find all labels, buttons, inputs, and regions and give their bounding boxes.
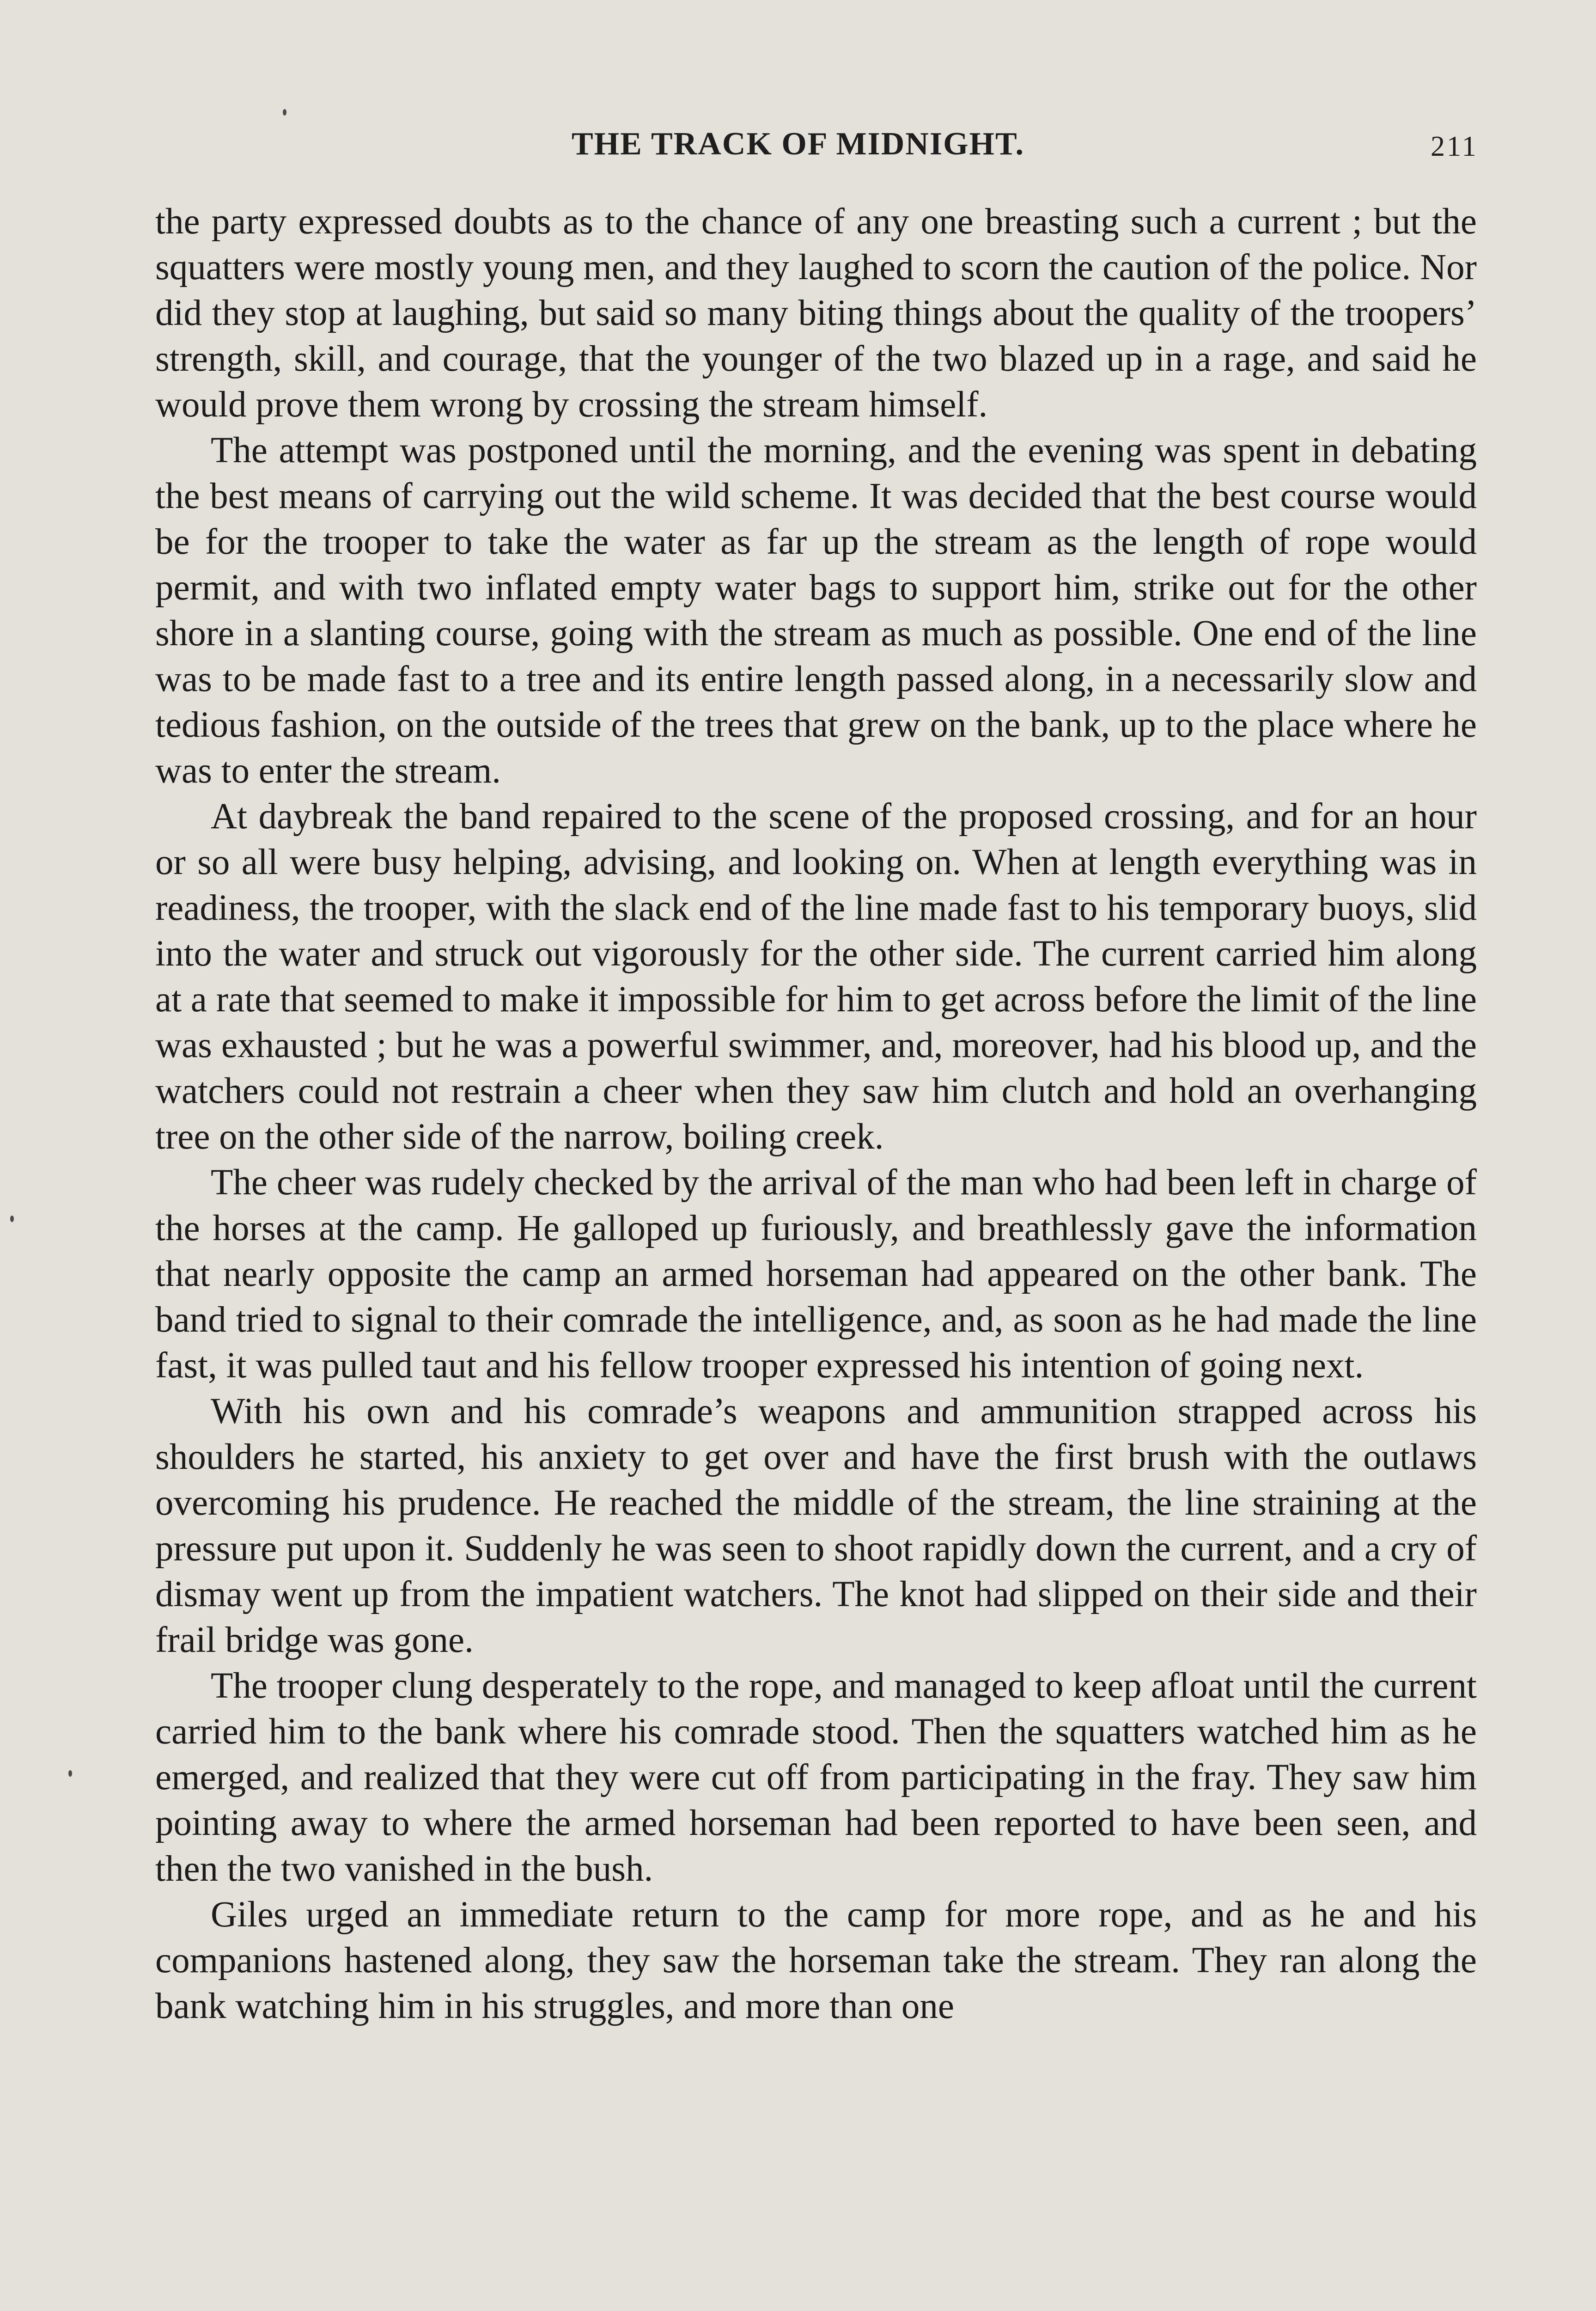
paper-speck bbox=[283, 109, 286, 116]
body-text bbox=[155, 199, 1477, 2029]
page-number: 211 bbox=[1431, 131, 1478, 162]
paragraph-2: The attempt was postponed until the morning, and the evening was spent in debating the best means of carrying out the wild scheme. It was decided that the best course would be for the trooper to take the water as far up the stream as the length of rope would permit, and with two inflated empty water bags to support him, strike out for the other shore in a slanting course, going with the stream as much as possible. One end of the line was to be made fast to a tree and its entire length passed along, in a necessarily slow and tedious fashion, on the outside of the trees that grew on the bank, up to the place where he was to enter the stream. bbox=[155, 430, 1477, 791]
paragraph-3: At daybreak the band repaired to the scene of the proposed crossing, and for an hour or so all were busy helping, advising, and looking on. When at length everything was in readiness, the trooper, with the slack end of the line made fast to his temporary buoys, slid into the water and struck out vigorously for the other side. The current carried him along at a rate that seemed to make it impossible for him to get across before the limit of the line was exhausted ; but he was a powerful swimmer, and, moreover, had his blood up, and the watchers could not restrain a cheer when they saw him clutch and hold an overhanging tree on the other side of the narrow, boiling creek. bbox=[155, 796, 1477, 1157]
paragraph-1: the party expressed doubts as to the chance of any one breasting such a current ; but the squatters were mostly young men, and they laughed to scorn the caution of the police. Nor did they stop at laughing, but said so many biting things about the quality of the troopers’ strength, skill, and courage, that the younger of the two blazed up in a rage, and said he would prove them wrong by crossing the stream himself. bbox=[155, 202, 1477, 425]
paragraph-5: With his own and his comrade’s weapons and ammunition strapped across his shoulders he started, his anxiety to get over and have the first brush with the outlaws overcoming his prudence. He reached the middle of the stream, the line straining at the pressure put upon it. Suddenly he was seen to shoot rapidly down the current, and a cry of dismay went up from the impatient watchers. The knot had slipped on their side and their frail bridge was gone. bbox=[155, 1391, 1477, 1660]
paragraph-6: The trooper clung desperately to the rope, and managed to keep afloat until the current carried him to the bank where his comrade stood. Then the squatters watched him as he emerged, and realized that they were cut off from participating in the fray. They saw him pointing away to where the armed horseman had been reported to have been seen, and then the two vanished in the bush. bbox=[155, 1666, 1477, 1889]
paragraph-7: Giles urged an immediate return to the camp for more rope, and as he and his companions hastened along, they saw the horseman take the stream. They ran along the bank watching him in his struggles, and more than one bbox=[155, 1895, 1477, 2026]
paper-speck bbox=[10, 1216, 14, 1222]
paragraph-4: The cheer was rudely checked by the arrival of the man who had been left in charge of the horses at the camp. He galloped up furiously, and breathlessly gave the information that nearly opposite the camp an armed horseman had appeared on the other bank. The band tried to signal to their comrade the intelligence, and, as soon as he had made the line fast, it was pulled taut and his fellow trooper expressed his intention of going next. bbox=[155, 1162, 1477, 1386]
running-header-title: THE TRACK OF MIDNIGHT. bbox=[571, 126, 1024, 162]
paper-speck bbox=[68, 1770, 72, 1777]
